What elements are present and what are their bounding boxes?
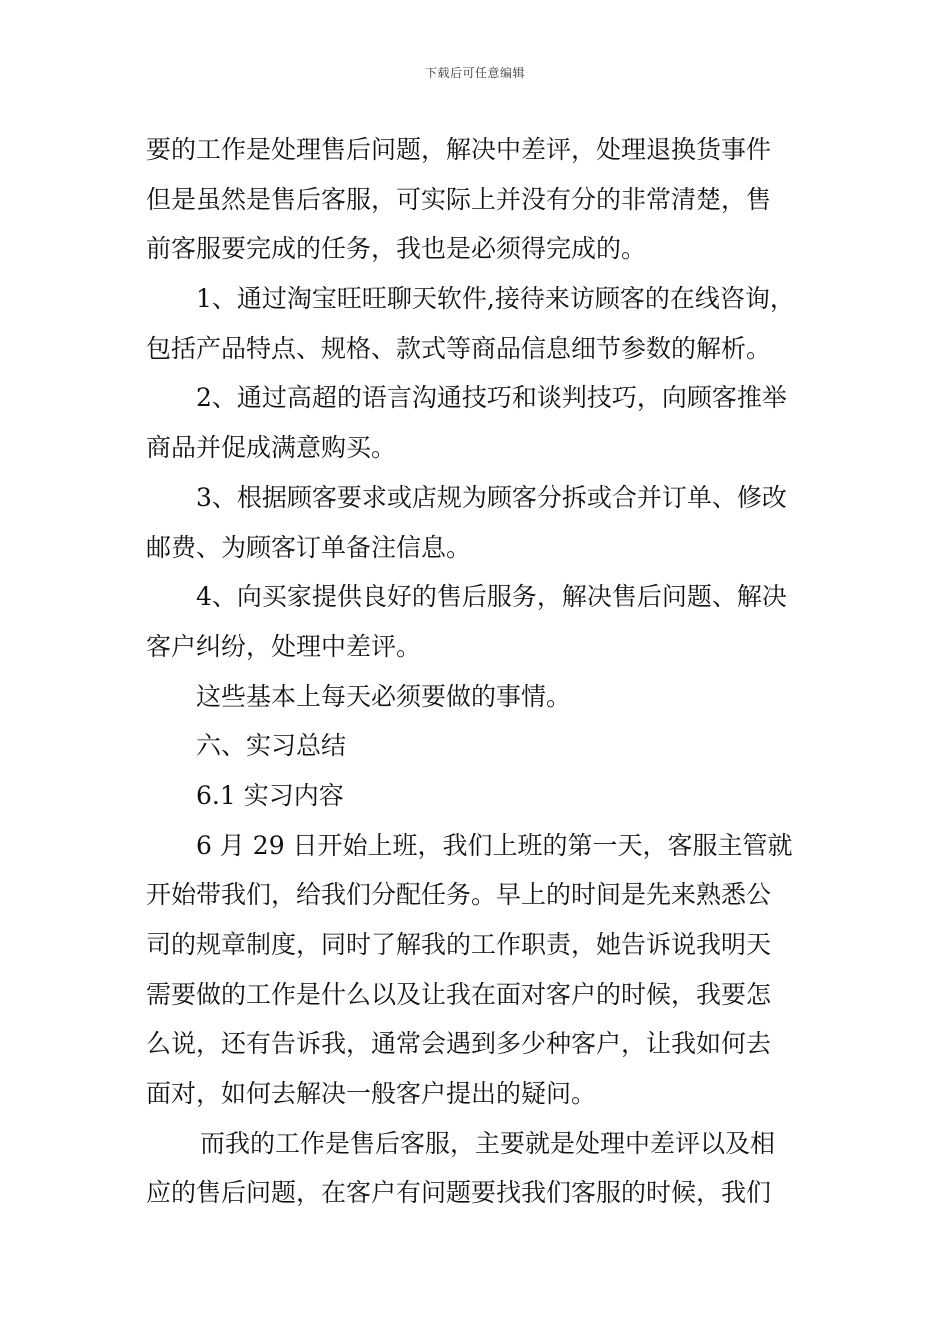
- body-line: 应的售后问题，在客户有问题要找我们客服的时候，我们: [146, 1178, 772, 1208]
- body-line: 开始带我们，给我们分配任务。早上的时间是先来熟悉公: [146, 880, 772, 910]
- list-item-1-line: 1、通过淘宝旺旺聊天软件,接待来访顾客的在线咨询，: [196, 284, 795, 314]
- body-line: 需要做的工作是什么以及让我在面对客户的时候，我要怎: [146, 979, 772, 1009]
- list-item-4-continuation: 客户纠纷，处理中差评。: [146, 631, 422, 661]
- body-line: 但是虽然是售后客服，可实际上并没有分的非常清楚，售: [146, 184, 772, 214]
- body-line: 么说，还有告诉我，通常会遇到多少种客户，让我如何去: [146, 1029, 772, 1059]
- body-line: 而我的工作是售后客服，主要就是处理中差评以及相: [200, 1128, 776, 1158]
- body-line: 司的规章制度，同时了解我的工作职责，她告诉说我明天: [146, 930, 772, 959]
- body-line: 6 月 29 日开始上班，我们上班的第一天，客服主管就: [196, 830, 793, 860]
- subsection-heading: 6.1 实习内容: [196, 780, 344, 810]
- body-line: 前客服要完成的任务，我也是必须得完成的。: [146, 234, 647, 264]
- list-item-2-continuation: 商品并促成满意购买。: [146, 433, 397, 463]
- section-heading: 六、实习总结: [196, 731, 347, 761]
- body-line: 要的工作是处理售后问题，解决中差评，处理退换货事件: [146, 135, 772, 164]
- list-item-1-continuation: 包括产品特点、规格、款式等商品信息细节参数的解析。: [146, 333, 772, 363]
- body-line: 面对，如何去解决一般客户提出的疑问。: [146, 1079, 597, 1109]
- list-item-3-line: 3、根据顾客要求或店规为顾客分拆或合并订单、修改: [196, 482, 787, 512]
- list-item-4-line: 4、向买家提供良好的售后服务，解决售后问题、解决: [196, 582, 787, 612]
- document-body: [146, 125, 811, 1218]
- body-paragraph: 这些基本上每天必须要做的事情。: [196, 681, 572, 711]
- list-item-2-line: 2、通过高超的语言沟通技巧和谈判技巧，向顾客推举: [196, 383, 787, 413]
- page-header: 下载后可任意编辑: [424, 66, 525, 80]
- list-item-3-continuation: 邮费、为顾客订单备注信息。: [146, 532, 472, 562]
